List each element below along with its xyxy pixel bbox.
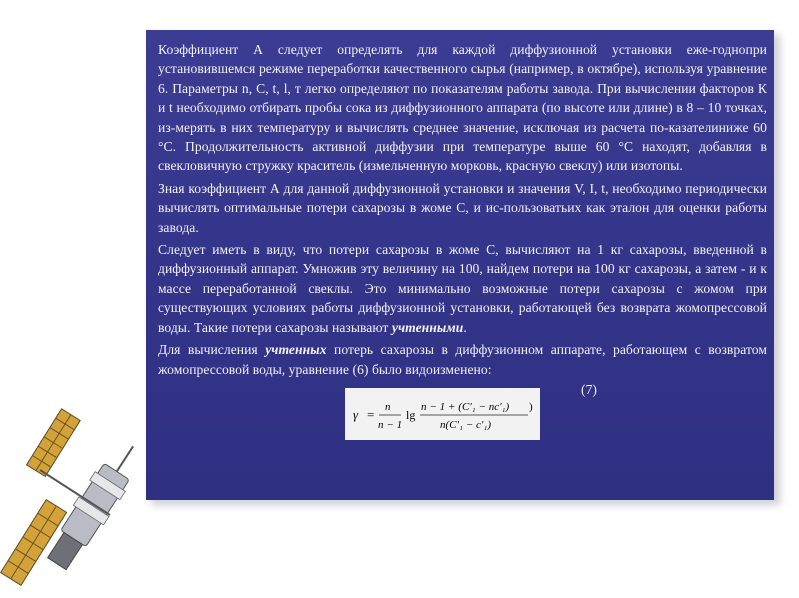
paragraph-modified-text: потерь сахарозы в диффузионном аппарате, работающем с возвратом жомопрессовой воды, уравнение (6) было видоизменено: — [158, 342, 767, 377]
formula-frac1-denominator: n − 1 — [378, 418, 403, 431]
period: . — [463, 319, 467, 335]
term-uchtennymi: учтенными — [391, 319, 464, 335]
formula-frac1-numerator: n — [385, 400, 391, 413]
formula-gamma: γ — [353, 406, 359, 422]
formula-frac2-denominator: n(C′₁ − c′₁) — [440, 418, 492, 431]
paragraph-accounted-text: Следует иметь в виду, что потери сахарозы в жоме С, вычисляют на 1 кг сахарозы, введенной в диффузионный аппарат. Умножив эту величину на 100, найдем потери на 100 кг сахарозы, а затем - и к массе переработанной свеклы. Это минимально возможные потери сахарозы с жомом при существующих условиях работы диффузионной установки, работающей без возврата жомопрессовой воды. Такие потери сахарозы называют — [158, 242, 767, 335]
paragraph-modified-lead: Для вычисления — [158, 342, 258, 358]
text-panel — [146, 30, 774, 500]
paragraph-optimal-losses: Зная коэффициент А для данной диффузионной установки и значения V, I, t, необходимо периодически вычислять оптимальные потери сахарозы в жоме С, и ис-пользоватьих как эталон для оценки работы завода. — [158, 180, 767, 235]
satellite-image — [0, 395, 150, 598]
formula-row — [158, 382, 767, 440]
paragraph-accounted-losses — [158, 240, 767, 337]
equation-7-image — [345, 388, 540, 440]
formula-closing-paren: ) — [529, 400, 533, 413]
term-uchtennyh: учтенных — [265, 342, 327, 358]
formula-frac2-numerator: n − 1 + (C′₁ − nc′₁) — [421, 400, 510, 413]
equation-number: (7) — [581, 381, 598, 397]
solar-panel-lower — [1, 500, 67, 586]
paragraph-coefficient-a: Коэффициент А следует определять для каждой диффузионной установки еже-годнопри установившемся режиме переработки качественного сырья (например, в октябре), используя уравнение 6. Параметры n, C, t, l, т легко определяют по показателям работы завода. При вычислении факторов К и t необходимо отбирать пробы сока из диффузионного аппарата (по высоте или длине) в 8 – 10 точках, из-мерять в них температуру и вычислять среднее значение, исключая из расчета по-казателиниже 60 °С. Продолжительность активной диффузии при температуре выше 60 °С находят, добавляя в свекловичную стружку краситель (измельченную морковь, красную свеклу) или изотопы. — [158, 42, 767, 174]
paragraph-modified-equation — [158, 340, 767, 379]
solar-panel-upper — [27, 409, 81, 477]
formula-equals: = — [367, 406, 375, 422]
formula-lg: lg — [406, 407, 416, 422]
